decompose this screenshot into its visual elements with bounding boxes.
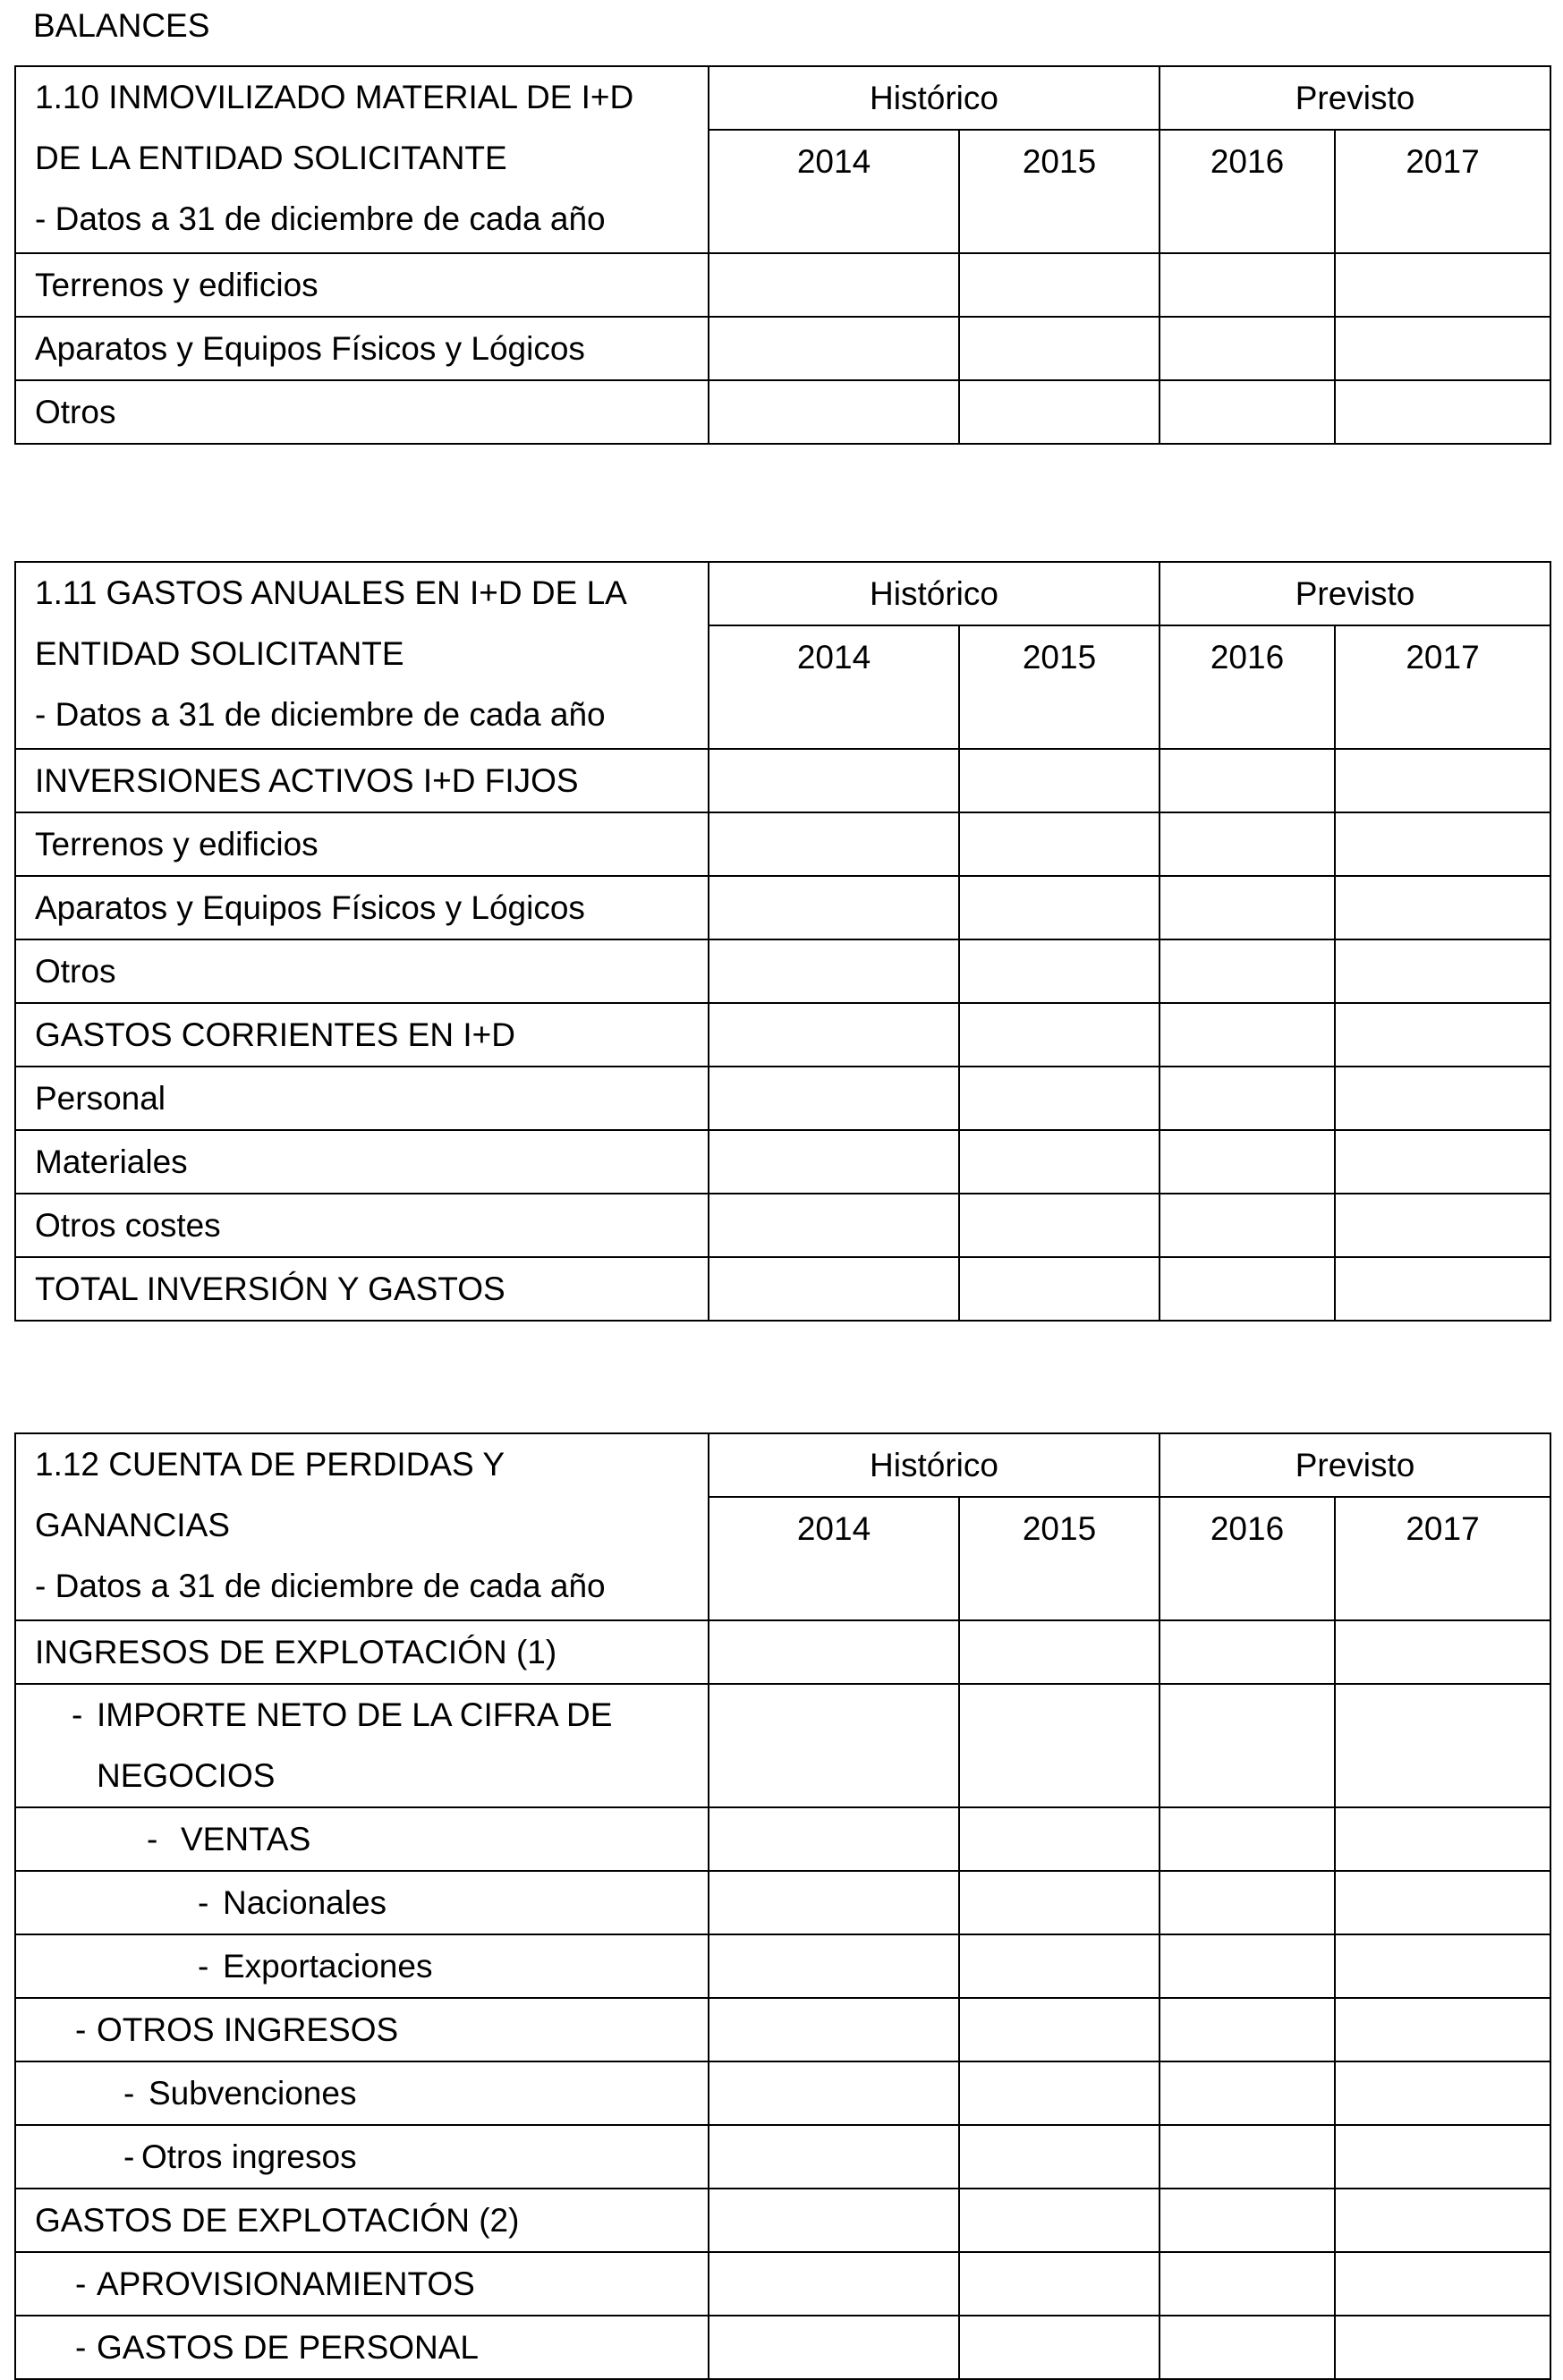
col-year-2014: 2014 <box>709 130 959 253</box>
value-cell[interactable] <box>1335 1194 1550 1257</box>
value-cell[interactable] <box>959 1130 1160 1194</box>
table-title-line: DE LA ENTIDAD SOLICITANTE <box>35 140 507 176</box>
row-label: Terrenos y edificios <box>15 253 709 317</box>
value-cell[interactable] <box>709 1807 959 1871</box>
value-cell[interactable] <box>1335 876 1550 939</box>
row-label: INVERSIONES ACTIVOS I+D FIJOS <box>15 749 709 812</box>
value-cell[interactable] <box>959 1620 1160 1684</box>
value-cell[interactable] <box>709 2125 959 2189</box>
bullet-dash: - <box>123 2075 135 2112</box>
value-cell[interactable] <box>709 2189 959 2252</box>
table-row <box>15 1807 1550 1871</box>
value-cell[interactable] <box>709 876 959 939</box>
row-label: - GASTOS DE PERSONAL <box>15 2316 709 2379</box>
bullet-dash: - <box>75 2265 87 2302</box>
col-group-previsto: Previsto <box>1160 562 1550 625</box>
value-cell[interactable] <box>1335 1257 1550 1321</box>
value-cell[interactable] <box>1160 317 1335 380</box>
value-cell[interactable] <box>1335 1620 1550 1684</box>
row-label: - VENTAS <box>15 1807 709 1871</box>
value-cell[interactable] <box>1335 2252 1550 2316</box>
value-cell[interactable] <box>709 380 959 444</box>
table-title <box>15 66 709 253</box>
row-label-line: NEGOCIOS <box>97 1757 276 1794</box>
value-cell[interactable] <box>709 1620 959 1684</box>
value-cell[interactable] <box>959 812 1160 876</box>
value-cell[interactable] <box>709 2252 959 2316</box>
row-label: - Nacionales <box>15 1871 709 1934</box>
table-title <box>15 562 709 749</box>
value-cell[interactable] <box>959 380 1160 444</box>
value-cell[interactable] <box>959 1684 1160 1807</box>
value-cell[interactable] <box>1335 2125 1550 2189</box>
table-row <box>15 1871 1550 1934</box>
table-row <box>15 2125 1550 2189</box>
value-cell[interactable] <box>1160 2189 1335 2252</box>
value-cell[interactable] <box>709 749 959 812</box>
table-title-line: GANANCIAS <box>35 1507 230 1543</box>
value-cell[interactable] <box>709 939 959 1003</box>
value-cell[interactable] <box>1160 1684 1335 1807</box>
value-cell[interactable] <box>959 1807 1160 1871</box>
value-cell[interactable] <box>1160 2252 1335 2316</box>
table-title <box>15 1433 709 1620</box>
value-cell[interactable] <box>709 317 959 380</box>
value-cell[interactable] <box>1160 939 1335 1003</box>
value-cell[interactable] <box>709 1130 959 1194</box>
col-year-2017: 2017 <box>1335 130 1550 253</box>
table-row <box>15 749 1550 812</box>
table-row <box>15 2061 1550 2125</box>
table-title-line: 1.11 GASTOS ANUALES EN I+D DE LA <box>35 574 627 611</box>
value-cell[interactable] <box>1335 1998 1550 2061</box>
value-cell[interactable] <box>959 1194 1160 1257</box>
value-cell[interactable] <box>1160 2061 1335 2125</box>
value-cell[interactable] <box>959 876 1160 939</box>
value-cell[interactable] <box>709 1257 959 1321</box>
value-cell[interactable] <box>1160 1807 1335 1871</box>
value-cell[interactable] <box>959 1998 1160 2061</box>
value-cell[interactable] <box>1335 1934 1550 1998</box>
table-row <box>15 1257 1550 1321</box>
page-heading: BALANCES <box>33 7 210 44</box>
table-title-note: - Datos a 31 de diciembre de cada año <box>35 1568 606 1604</box>
row-label <box>15 1684 709 1807</box>
value-cell[interactable] <box>1335 253 1550 317</box>
value-cell[interactable] <box>1160 1257 1335 1321</box>
table-row <box>15 2189 1550 2252</box>
value-cell[interactable] <box>709 1934 959 1998</box>
col-year-2015: 2015 <box>959 130 1160 253</box>
value-cell[interactable] <box>959 317 1160 380</box>
table-cuenta-perdidas-ganancias <box>14 1432 1551 2380</box>
col-group-historico: Histórico <box>709 562 1160 625</box>
value-cell[interactable] <box>1160 1871 1335 1934</box>
table-row <box>15 939 1550 1003</box>
table-row <box>15 380 1550 444</box>
value-cell[interactable] <box>709 812 959 876</box>
value-cell[interactable] <box>959 749 1160 812</box>
table-row <box>15 1620 1550 1684</box>
value-cell[interactable] <box>1335 749 1550 812</box>
row-label: Otros <box>15 939 709 1003</box>
col-year-2014: 2014 <box>709 625 959 749</box>
bullet-dash: - <box>75 2011 87 2048</box>
col-year-2017: 2017 <box>1335 625 1550 749</box>
table-row <box>15 1934 1550 1998</box>
value-cell[interactable] <box>959 2252 1160 2316</box>
table-row <box>15 1684 1550 1807</box>
value-cell[interactable] <box>959 1067 1160 1130</box>
row-label-line: IMPORTE NETO DE LA CIFRA DE <box>97 1696 613 1733</box>
value-cell[interactable] <box>1335 1684 1550 1807</box>
table-row <box>15 253 1550 317</box>
table-row <box>15 876 1550 939</box>
col-year-2015: 2015 <box>959 1497 1160 1620</box>
value-cell[interactable] <box>1335 2316 1550 2379</box>
value-cell[interactable] <box>959 2061 1160 2125</box>
row-label: Materiales <box>15 1130 709 1194</box>
col-group-previsto: Previsto <box>1160 66 1550 130</box>
value-cell[interactable] <box>709 1871 959 1934</box>
value-cell[interactable] <box>1335 1130 1550 1194</box>
value-cell[interactable] <box>1335 2189 1550 2252</box>
table-row <box>15 1067 1550 1130</box>
table-row <box>15 1130 1550 1194</box>
value-cell[interactable] <box>709 1194 959 1257</box>
bullet-dash: - <box>147 1821 158 1857</box>
value-cell[interactable] <box>1160 749 1335 812</box>
value-cell[interactable] <box>959 1003 1160 1067</box>
value-cell[interactable] <box>1335 1067 1550 1130</box>
value-cell[interactable] <box>959 2316 1160 2379</box>
value-cell[interactable] <box>1335 380 1550 444</box>
value-cell[interactable] <box>959 253 1160 317</box>
value-cell[interactable] <box>709 1003 959 1067</box>
col-year-2016: 2016 <box>1160 1497 1335 1620</box>
row-label: Personal <box>15 1067 709 1130</box>
table-row <box>15 812 1550 876</box>
value-cell[interactable] <box>1335 1871 1550 1934</box>
table-gastos-anuales <box>14 561 1551 1322</box>
value-cell[interactable] <box>959 2125 1160 2189</box>
value-cell[interactable] <box>1335 939 1550 1003</box>
col-year-2015: 2015 <box>959 625 1160 749</box>
table-title-line: 1.12 CUENTA DE PERDIDAS Y <box>35 1446 505 1483</box>
col-group-historico: Histórico <box>709 1433 1160 1497</box>
value-cell[interactable] <box>959 1257 1160 1321</box>
bullet-dash: - <box>75 2329 87 2366</box>
value-cell[interactable] <box>1160 812 1335 876</box>
col-year-2017: 2017 <box>1335 1497 1550 1620</box>
row-label: Aparatos y Equipos Físicos y Lógicos <box>15 317 709 380</box>
value-cell[interactable] <box>1160 2316 1335 2379</box>
col-year-2016: 2016 <box>1160 130 1335 253</box>
value-cell[interactable] <box>709 1684 959 1807</box>
row-label: - Exportaciones <box>15 1934 709 1998</box>
col-group-historico: Histórico <box>709 66 1160 130</box>
value-cell[interactable] <box>709 253 959 317</box>
value-cell[interactable] <box>1160 1130 1335 1194</box>
row-label: Aparatos y Equipos Físicos y Lógicos <box>15 876 709 939</box>
table-row <box>15 317 1550 380</box>
value-cell[interactable] <box>959 1871 1160 1934</box>
table-title-line: ENTIDAD SOLICITANTE <box>35 635 404 672</box>
value-cell[interactable] <box>709 1067 959 1130</box>
value-cell[interactable] <box>1160 876 1335 939</box>
value-cell[interactable] <box>1160 1998 1335 2061</box>
value-cell[interactable] <box>1160 1003 1335 1067</box>
value-cell[interactable] <box>1335 1807 1550 1871</box>
value-cell[interactable] <box>709 2316 959 2379</box>
row-label: Terrenos y edificios <box>15 812 709 876</box>
col-year-2016: 2016 <box>1160 625 1335 749</box>
table-title-line: 1.10 INMOVILIZADO MATERIAL DE I+D <box>35 79 634 115</box>
value-cell[interactable] <box>1160 1934 1335 1998</box>
col-group-previsto: Previsto <box>1160 1433 1550 1497</box>
value-cell[interactable] <box>959 939 1160 1003</box>
row-label: - Otros ingresos <box>15 2125 709 2189</box>
value-cell[interactable] <box>1335 2061 1550 2125</box>
value-cell[interactable] <box>1335 317 1550 380</box>
row-label: Otros <box>15 380 709 444</box>
value-cell[interactable] <box>1160 380 1335 444</box>
bullet-dash: - <box>123 2138 135 2175</box>
bullet-dash: - <box>198 1948 209 1985</box>
value-cell[interactable] <box>709 1998 959 2061</box>
value-cell[interactable] <box>709 2061 959 2125</box>
value-cell[interactable] <box>1160 1620 1335 1684</box>
value-cell[interactable] <box>1160 2125 1335 2189</box>
table-row <box>15 2316 1550 2379</box>
value-cell[interactable] <box>1335 1003 1550 1067</box>
row-label: INGRESOS DE EXPLOTACIÓN (1) <box>15 1620 709 1684</box>
table-title-note: - Datos a 31 de diciembre de cada año <box>35 200 606 237</box>
value-cell[interactable] <box>959 2189 1160 2252</box>
col-year-2014: 2014 <box>709 1497 959 1620</box>
row-label: - Subvenciones <box>15 2061 709 2125</box>
value-cell[interactable] <box>1335 812 1550 876</box>
row-label: - OTROS INGRESOS <box>15 1998 709 2061</box>
row-label: GASTOS CORRIENTES EN I+D <box>15 1003 709 1067</box>
value-cell[interactable] <box>1160 1067 1335 1130</box>
value-cell[interactable] <box>959 1934 1160 1998</box>
bullet-dash: - <box>198 1884 209 1921</box>
table-inmovilizado-material <box>14 65 1551 445</box>
row-label: GASTOS DE EXPLOTACIÓN (2) <box>15 2189 709 2252</box>
table-row <box>15 1194 1550 1257</box>
table-row <box>15 2252 1550 2316</box>
table-title-note: - Datos a 31 de diciembre de cada año <box>35 696 606 733</box>
row-label: TOTAL INVERSIÓN Y GASTOS <box>15 1257 709 1321</box>
row-label: Otros costes <box>15 1194 709 1257</box>
table-row <box>15 1998 1550 2061</box>
value-cell[interactable] <box>1160 253 1335 317</box>
row-label: - APROVISIONAMIENTOS <box>15 2252 709 2316</box>
bullet-dash: - <box>72 1696 83 1733</box>
value-cell[interactable] <box>1160 1194 1335 1257</box>
table-row <box>15 1003 1550 1067</box>
